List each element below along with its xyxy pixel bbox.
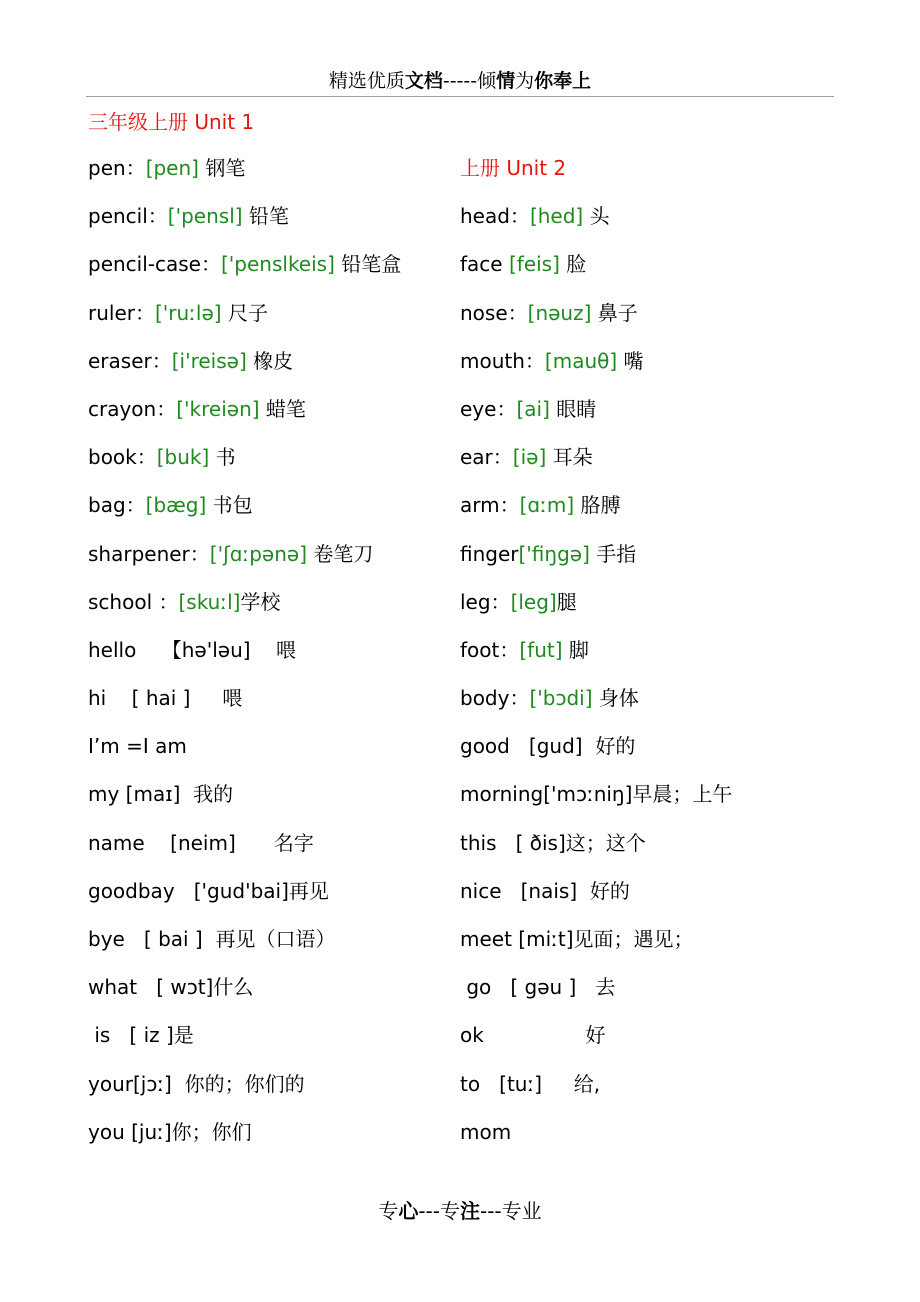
- vocab-word: mouth：: [460, 348, 545, 373]
- vocab-word: ruler：: [88, 300, 155, 325]
- vocab-word: leg：: [460, 589, 511, 614]
- vocab-row: [460, 588, 732, 636]
- vocab-word: ear：: [460, 445, 513, 470]
- vocab-word: arm：: [460, 493, 520, 518]
- vocab-word: this [ ðis]这；这个: [460, 830, 646, 855]
- vocab-word: nose：: [460, 300, 528, 325]
- vocab-row: [88, 395, 401, 443]
- footer-text-3: ---专: [418, 1199, 460, 1223]
- vocab-word: face: [460, 252, 509, 277]
- vocab-phonetic: ['ʃɑːpənə]: [209, 541, 308, 566]
- vocab-meaning: 眼睛: [549, 396, 597, 421]
- vocab-meaning: 脚: [562, 637, 589, 662]
- unit2-title: 上册 Unit 2: [460, 156, 567, 180]
- vocab-word: foot：: [460, 637, 520, 662]
- vocab-phonetic: [i'reisə]: [171, 348, 247, 373]
- vocab-row: [460, 299, 732, 347]
- vocab-phonetic: ['kreiən]: [176, 396, 260, 421]
- vocab-word: goodbay ['gud'bai]再见: [88, 878, 329, 903]
- vocab-row: [88, 636, 401, 684]
- vocab-row: [88, 973, 401, 1021]
- vocab-phonetic: [buk]: [156, 445, 210, 470]
- vocab-row: [460, 250, 732, 298]
- header-text-2: 文档: [404, 70, 443, 92]
- vocab-phonetic: [ai]: [516, 396, 550, 421]
- unit1-vocab-list: [88, 154, 401, 1166]
- footer-text-1: 专: [378, 1199, 399, 1223]
- vocab-row: [88, 780, 401, 828]
- vocab-word: bye [ bai ] 再见（口语）: [88, 927, 336, 951]
- vocab-row: [88, 250, 401, 298]
- vocab-word: school ：: [88, 589, 179, 614]
- vocab-phonetic: ['pensl]: [167, 204, 243, 229]
- vocab-row: [460, 732, 732, 780]
- vocab-word: meet [miːt]见面；遇见；: [460, 927, 694, 951]
- vocab-word: head：: [460, 204, 530, 229]
- vocab-word: good [gud] 好的: [460, 734, 636, 759]
- vocab-phonetic: [feis]: [508, 252, 560, 277]
- vocab-word: go [ gəu ] 去: [460, 975, 616, 1000]
- vocab-row: [88, 540, 401, 588]
- vocab-word: crayon：: [88, 396, 177, 421]
- page-footer: [0, 1195, 920, 1224]
- vocab-row: [88, 877, 401, 925]
- vocab-row: [88, 925, 401, 973]
- vocab-meaning: 铅笔: [242, 204, 289, 229]
- vocab-row: [460, 829, 732, 877]
- vocab-word: what [ wɔt]什么: [88, 975, 254, 1000]
- vocab-row: [460, 202, 732, 250]
- vocab-row: [88, 202, 401, 250]
- vocab-phonetic: [fut]: [519, 637, 563, 662]
- vocab-row: [460, 636, 732, 684]
- vocab-row: [460, 1021, 732, 1069]
- vocab-word: hi [ hai ] 喂: [88, 686, 243, 711]
- vocab-meaning: 铅笔盒: [334, 252, 402, 277]
- vocab-meaning: 身体: [592, 686, 639, 711]
- vocab-meaning: 手指: [589, 541, 637, 566]
- vocab-phonetic: ['ruːlə]: [154, 300, 222, 325]
- vocab-row: [460, 395, 732, 443]
- vocab-word: body：: [460, 686, 530, 711]
- vocab-phonetic: [bæg]: [145, 493, 207, 518]
- vocab-row: [88, 1118, 401, 1166]
- vocab-phonetic: [leg]: [510, 589, 557, 614]
- header-text-4: 情: [496, 70, 516, 92]
- vocab-row: [460, 973, 732, 1021]
- vocab-row: [88, 829, 401, 877]
- header-text-1: 精选优质: [328, 70, 405, 92]
- vocab-phonetic: ['bɔdi]: [529, 686, 593, 711]
- vocab-row: [460, 491, 732, 539]
- vocab-word: pen：: [88, 156, 146, 180]
- vocab-phonetic: ['penslkeis]: [220, 252, 335, 277]
- vocab-meaning: 胳膊: [574, 493, 621, 518]
- vocab-meaning: 书包: [206, 493, 253, 518]
- vocab-meaning: 蜡笔: [259, 396, 306, 421]
- vocab-word: eye：: [460, 396, 517, 421]
- vocab-row: [88, 588, 401, 636]
- vocab-phonetic: [nəuz]: [527, 300, 592, 325]
- vocab-word: pencil：: [88, 204, 168, 229]
- vocab-word: name [neim] 名字: [88, 830, 314, 855]
- vocab-meaning: 卷笔刀: [307, 541, 374, 566]
- vocab-row: [460, 443, 732, 491]
- vocab-row: [88, 1070, 401, 1118]
- vocab-row: [460, 925, 732, 973]
- vocab-word: eraser：: [88, 348, 172, 373]
- vocab-meaning: 尺子: [221, 300, 268, 325]
- vocab-word: is [ iz ]是: [88, 1023, 194, 1048]
- vocab-row: [460, 540, 732, 588]
- unit2-vocab-list: [460, 154, 732, 1166]
- vocab-row: [460, 780, 732, 828]
- vocab-meaning: 头: [583, 204, 610, 229]
- vocab-word: you [juː]你；你们: [88, 1119, 252, 1144]
- vocab-meaning: 书: [209, 445, 236, 470]
- vocab-word: hello 【hə'ləu] 喂: [88, 637, 297, 662]
- vocab-row: [88, 491, 401, 539]
- vocab-row: [88, 299, 401, 347]
- vocab-phonetic: [pen]: [145, 156, 199, 180]
- header-divider: [86, 96, 834, 97]
- vocab-phonetic: ['fiŋgə]: [518, 541, 590, 566]
- vocab-row: [460, 347, 732, 395]
- vocab-row: [460, 684, 732, 732]
- vocab-row: [460, 877, 732, 925]
- footer-text-2: 心: [398, 1199, 419, 1223]
- vocab-word: morning['mɔːniŋ]早晨；上午: [460, 782, 733, 807]
- vocab-word: bag：: [88, 493, 146, 518]
- vocab-row: [88, 732, 401, 780]
- vocab-phonetic: [hed]: [529, 204, 584, 229]
- vocab-meaning: 钢笔: [198, 156, 246, 180]
- vocab-row: [88, 443, 401, 491]
- header-text-3: -----倾: [442, 70, 497, 92]
- vocab-phonetic: [skuːl]: [178, 589, 241, 614]
- header-text-6: 你奉上: [534, 70, 592, 92]
- footer-text-4: 注: [460, 1199, 480, 1223]
- vocab-word: sharpener：: [88, 541, 210, 566]
- vocab-meaning: 脸: [559, 252, 587, 277]
- vocab-meaning: 学校: [240, 589, 281, 614]
- unit1-title: 三年级上册 Unit 1: [88, 110, 255, 134]
- vocab-meaning: 腿: [556, 589, 577, 614]
- vocab-row: [88, 347, 401, 395]
- vocab-word: pencil-case：: [88, 252, 221, 277]
- footer-text-5: ---专业: [480, 1199, 542, 1223]
- vocab-word: ok 好: [460, 1023, 606, 1048]
- page-header: [0, 66, 920, 93]
- vocab-word: mom: [460, 1119, 512, 1144]
- header-text-5: 为: [515, 70, 535, 92]
- vocab-word: book：: [88, 445, 157, 470]
- vocab-word: my [maɪ] 我的: [88, 782, 234, 807]
- vocab-word: I’m =I am: [88, 734, 187, 759]
- vocab-row: [460, 1118, 732, 1166]
- vocab-word: to [tuː] 给,: [460, 1071, 601, 1096]
- vocab-word: your[jɔː] 你的；你们的: [88, 1071, 305, 1096]
- vocab-row: [88, 154, 401, 202]
- vocab-meaning: 嘴: [617, 348, 644, 373]
- vocab-meaning: 耳朵: [546, 445, 593, 470]
- vocab-word: finger: [460, 541, 519, 566]
- vocab-phonetic: [ɑːm]: [519, 493, 575, 518]
- vocab-row: [88, 684, 401, 732]
- vocab-meaning: 鼻子: [591, 300, 638, 325]
- vocab-phonetic: [iə]: [512, 445, 547, 470]
- vocab-row: [88, 1021, 401, 1069]
- vocab-meaning: 橡皮: [246, 348, 294, 373]
- vocab-phonetic: [mauθ]: [544, 348, 618, 373]
- vocab-row: [460, 1070, 732, 1118]
- vocab-word: nice [nais] 好的: [460, 878, 630, 903]
